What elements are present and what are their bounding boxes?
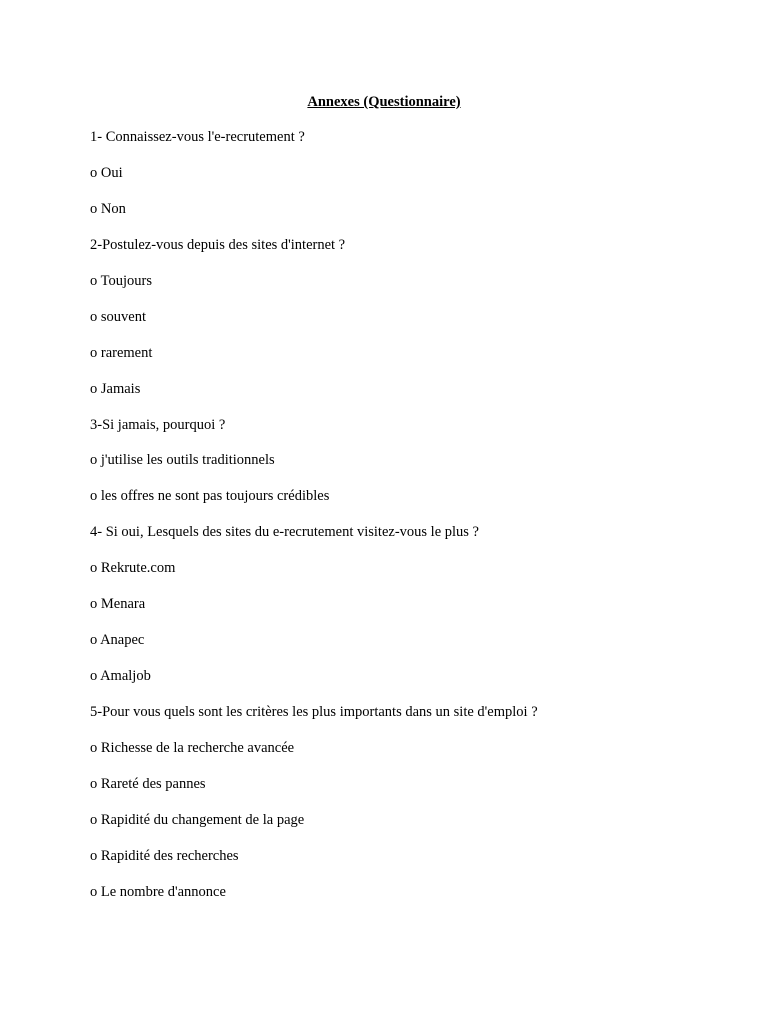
question-2: 2-Postulez-vous depuis des sites d'internet ? [90, 236, 346, 253]
option-rapidite-recherches: o Rapidité des recherches [90, 847, 239, 864]
document-title: Annexes (Questionnaire) [307, 94, 461, 110]
option-toujours: o Toujours [90, 272, 152, 289]
option-anapec: o Anapec [90, 632, 145, 649]
option-jamais: o Jamais [90, 380, 141, 397]
questionnaire-body [90, 128, 730, 919]
option-menara: o Menara [90, 596, 146, 613]
option-rapidite-changement: o Rapidité du changement de la page [90, 811, 305, 828]
option-non: o Non [90, 200, 126, 217]
question-4: 4- Si oui, Lesquels des sites du e-recrutement visitez-vous le plus ? [90, 524, 479, 541]
option-nombre-annonce: o Le nombre d'annonce [90, 883, 226, 900]
question-5: 5-Pour vous quels sont les critères les plus importants dans un site d'emploi ? [90, 704, 538, 720]
option-richesse-recherche: o Richesse de la recherche avancée [90, 739, 295, 756]
option-rarement: o rarement [90, 344, 153, 361]
option-amaljob: o Amaljob [90, 668, 151, 685]
question-1: 1- Connaissez-vous l'e-recrutement ? [90, 129, 305, 145]
option-offres-non-credibles: o les offres ne sont pas toujours crédibles [90, 488, 330, 505]
option-rekrute: o Rekrute.com [90, 560, 176, 577]
option-outils-traditionnels: o j'utilise les outils traditionnels [90, 452, 275, 469]
question-3: 3-Si jamais, pourquoi ? [90, 416, 226, 433]
option-rarete-pannes: o Rareté des pannes [90, 775, 206, 792]
option-oui: o Oui [90, 164, 123, 181]
option-souvent: o souvent [90, 308, 146, 325]
